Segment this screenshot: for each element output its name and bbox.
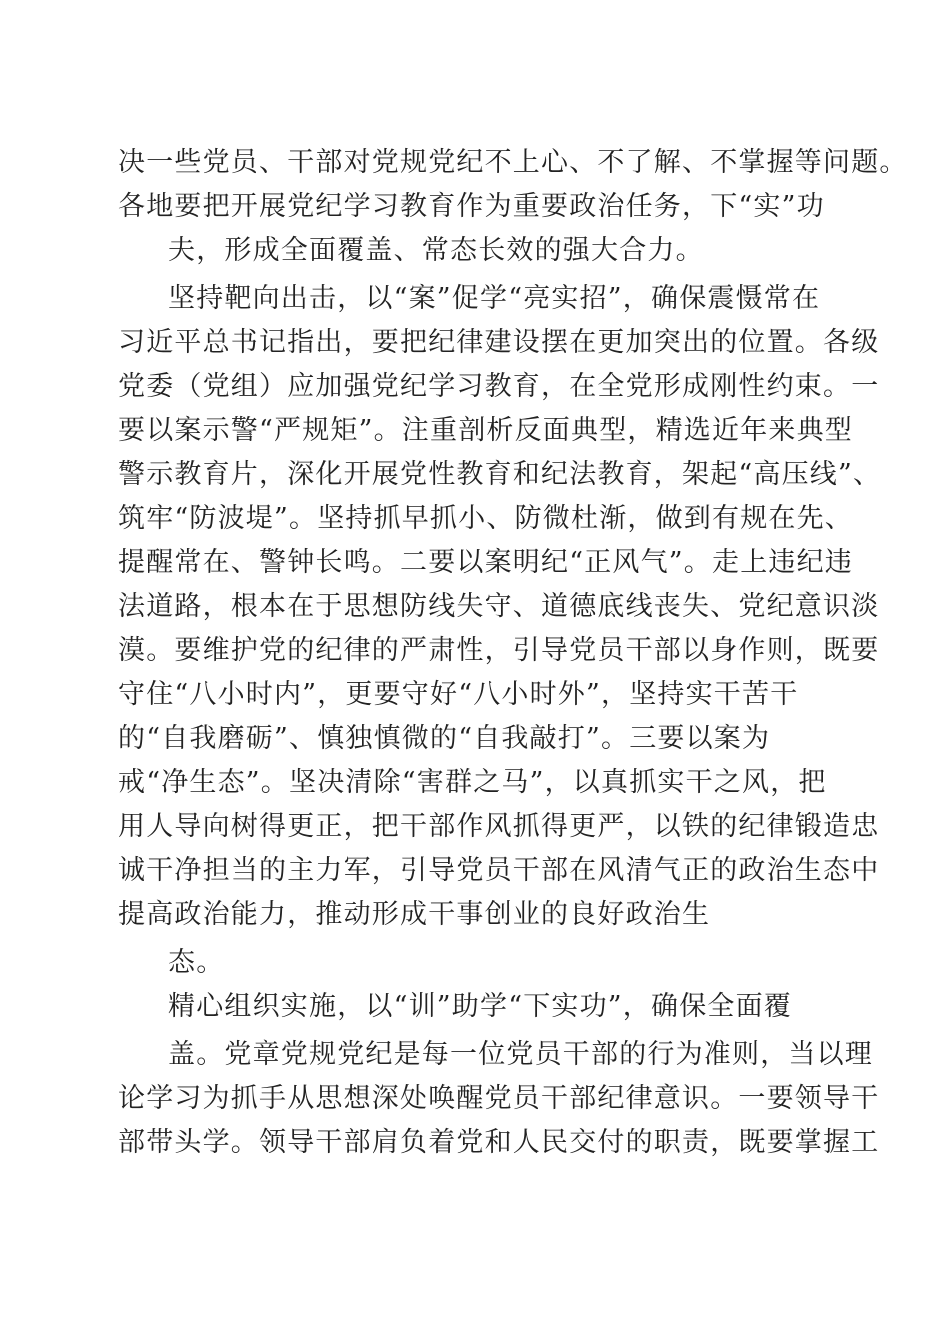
text-line: 论学习为抓手从思想深处唤醒党员干部纪律意识。一要领导干 <box>118 1083 880 1114</box>
text-line: 盖。党章党规党纪是每一位党员干部的行为准则，当以理 <box>168 1039 873 1070</box>
text-line: 态。 <box>168 947 225 978</box>
text-line: 守住“八小时内”，更要守好“八小时外”，坚持实干苦干 <box>118 679 799 710</box>
text-line: 部带头学。领导干部肩负着党和人民交付的职责，既要掌握工 <box>118 1127 880 1158</box>
text-line: 筑牢“防波堤”。坚持抓早抓小、防微杜渐，做到有规在先、 <box>118 503 854 534</box>
text-line: 要以案示警“严规矩”。注重剖析反面典型，精选近年来典型 <box>118 415 854 446</box>
text-line: 习近平总书记指出，要把纪律建设摆在更加突出的位置。各级 <box>118 327 880 358</box>
text-line: 的“自我磨砺”、慎独慎微的“自我敲打”。三要以案为 <box>118 723 771 754</box>
text-line: 法道路，根本在于思想防线失守、道德底线丧失、党纪意识淡 <box>118 591 880 622</box>
text-line: 诚干净担当的主力军，引导党员干部在风清气正的政治生态中 <box>118 855 880 886</box>
text-line: 漠。要维护党的纪律的严肃性，引导党员干部以身作则，既要 <box>118 635 880 666</box>
text-line: 警示教育片，深化开展党性教育和纪法教育，架起“高压线”、 <box>118 459 882 490</box>
section-heading-line: 精心组织实施，以“训”助学“下实功”，确保全面覆 <box>168 991 793 1022</box>
text-line: 决一些党员、干部对党规党纪不上心、不了解、不掌握等问题。 <box>118 147 908 178</box>
text-line: 提醒常在、警钟长鸣。二要以案明纪“正风气”。走上违纪违 <box>118 547 854 578</box>
text-line: 戒“净生态”。坚决清除“害群之马”，以真抓实干之风，把 <box>118 767 827 798</box>
text-line: 提高政治能力，推动形成干事创业的良好政治生 <box>118 899 711 930</box>
text-line: 用人导向树得更正，把干部作风抓得更严，以铁的纪律锻造忠 <box>118 811 880 842</box>
text-line: 夫，形成全面覆盖、常态长效的强大合力。 <box>168 235 704 266</box>
text-line: 各地要把开展党纪学习教育作为重要政治任务，下“实”功 <box>118 191 825 222</box>
section-heading-line: 坚持靶向出击，以“案”促学“亮实招”，确保震慑常在 <box>168 283 821 314</box>
text-line: 党委（党组）应加强党纪学习教育，在全党形成刚性约束。一 <box>118 371 880 402</box>
